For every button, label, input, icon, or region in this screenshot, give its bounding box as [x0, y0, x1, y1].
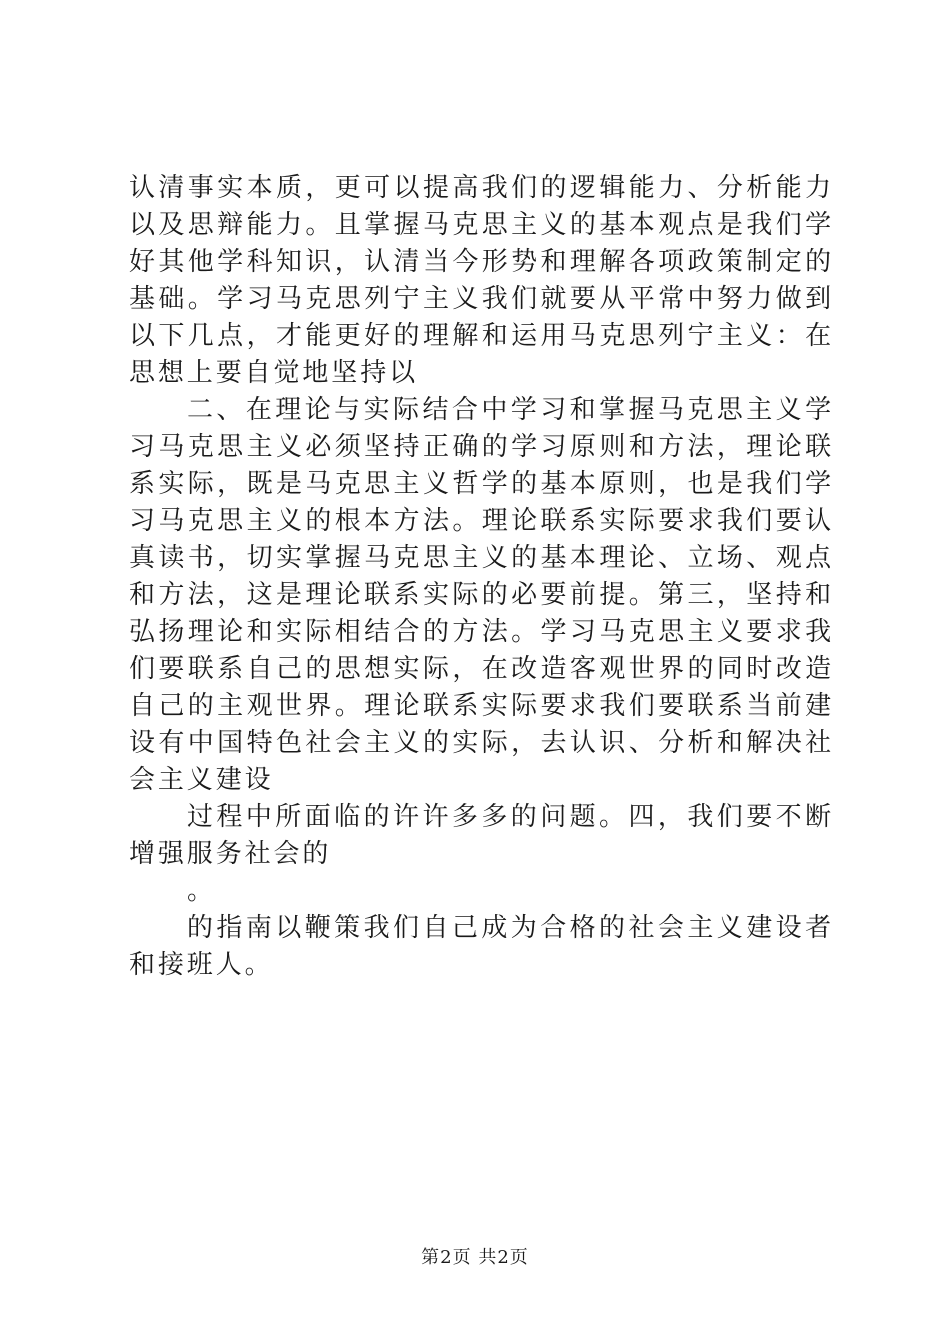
paragraph-4: 。: [187, 876, 216, 906]
paragraph-1: 认清事实本质，更可以提高我们的逻辑能力、分析能力以及思辩能力。且掌握马克思主义的基本观点是我们学好其他学科知识，认清当今形势和理解各项政策制定的基础。学习马克思列宁主义我们就要从平常中努力做到以下几点，才能更好的理解和运用马克思列宁主义：在思想上要自觉地坚持以: [129, 173, 834, 388]
paragraph-5: 的指南以鞭策我们自己成为合格的社会主义建设者和接班人。: [129, 913, 834, 980]
page-number-footer: 第2页 共2页: [421, 1247, 529, 1268]
document-body: [129, 170, 834, 984]
paragraph-3: 过程中所面临的许许多多的问题。四，我们要不断增强服务社会的: [129, 802, 834, 869]
paragraph-2: 二、在理论与实际结合中学习和掌握马克思主义学习马克思主义必须坚持正确的学习原则和方法，理论联系实际，既是马克思主义哲学的基本原则，也是我们学习马克思主义的根本方法。理论联系实际要求我们要认真读书，切实掌握马克思主义的基本理论、立场、观点和方法，这是理论联系实际的必要前提。第三，坚持和弘扬理论和实际相结合的方法。学习马克思主义要求我们要联系自己的思想实际，在改造客观世界的同时改造自己的主观世界。理论联系实际要求我们要联系当前建设有中国特色社会主义的实际，去认识、分析和解决社会主义建设: [129, 395, 834, 795]
